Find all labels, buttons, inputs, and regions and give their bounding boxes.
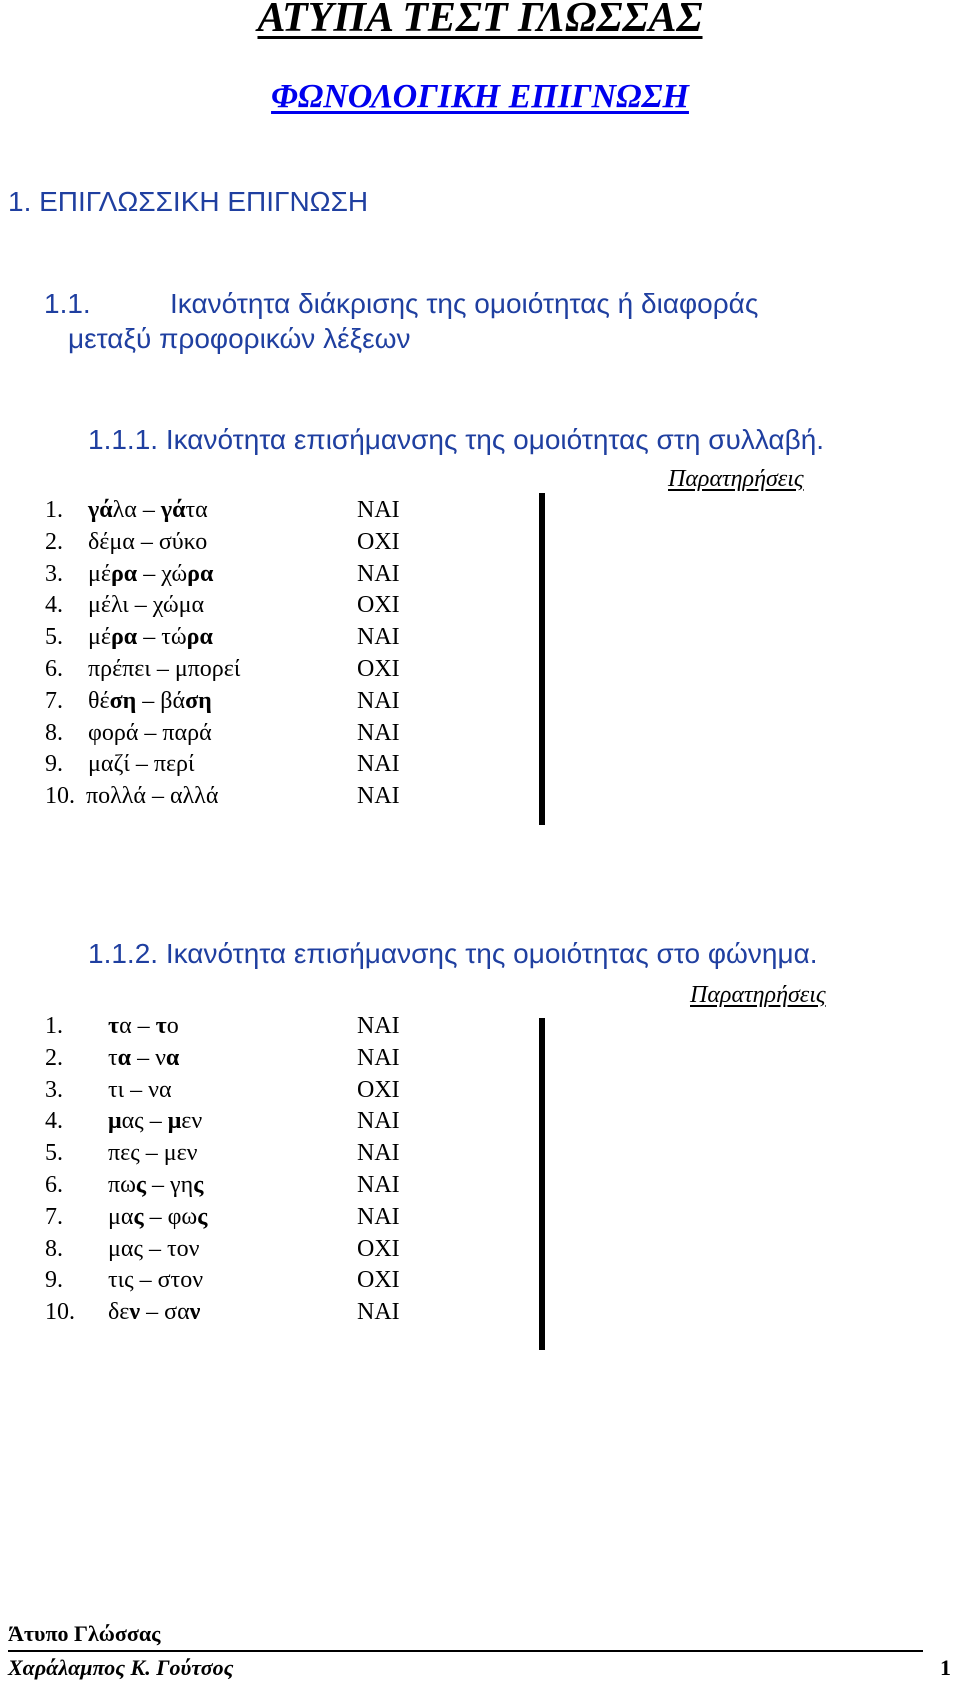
word-pair: [88, 526, 207, 558]
word-pair-segment: – φω: [143, 1203, 198, 1230]
answer-label: ΟΧΙ: [357, 528, 400, 555]
word-pair-segment: πολλά – αλλά: [86, 783, 219, 810]
item-number: 3.: [45, 1076, 63, 1103]
item-number: 10.: [45, 783, 75, 810]
observations-divider-2: [539, 1018, 545, 1350]
list-item: [0, 1105, 520, 1137]
answer-label: ΝΑΙ: [357, 1140, 400, 1167]
word-pair-segment: μα: [108, 1203, 134, 1230]
list-item: [0, 653, 520, 685]
word-pair-segment: ση: [109, 687, 137, 714]
word-pair: [108, 1042, 179, 1074]
word-pair: [108, 1010, 179, 1042]
word-pair: [86, 780, 218, 812]
word-pair-segment: τ: [108, 1044, 118, 1071]
answer-label: ΝΑΙ: [357, 1299, 400, 1326]
word-pair: [108, 1201, 207, 1233]
word-pair-segment: ς: [193, 1172, 204, 1198]
word-pair-segment: ας –: [121, 1108, 168, 1135]
heading-1: 1. ΕΠΙΓΛΩΣΣΙΚΗ ΕΠΙΓΝΩΣΗ: [8, 186, 369, 217]
word-pair-segment: μέλι – χώμα: [88, 592, 205, 619]
list-item: [0, 1010, 520, 1042]
list-item: [0, 748, 520, 780]
item-number: 9.: [45, 1267, 63, 1294]
word-pair: [88, 558, 213, 590]
document-subtitle: ΦΩΝΟΛΟΓΙΚΗ ΕΠΙΓΝΩΣΗ: [271, 78, 689, 115]
word-pair: [88, 589, 204, 621]
word-pair-segment: ρα: [110, 624, 138, 651]
word-pair-segment: – γη: [146, 1172, 194, 1198]
list-item: [0, 1042, 520, 1074]
answer-label: ΝΑΙ: [357, 624, 400, 651]
word-pair: [88, 494, 208, 526]
word-pair-segment: μ: [108, 1108, 122, 1135]
word-pair: [88, 621, 213, 653]
answer-label: ΝΑΙ: [357, 1044, 400, 1071]
word-pair-segment: μας – τον: [108, 1235, 200, 1262]
word-pair: [108, 1264, 203, 1296]
list-item: [0, 780, 520, 812]
word-pair: [108, 1137, 198, 1169]
heading-1-1-number: 1.1.: [44, 288, 91, 319]
answer-label: ΝΑΙ: [357, 1013, 400, 1039]
footer-document-name: Άτυπο Γλώσσας: [8, 1621, 161, 1646]
heading-1-1-line1: Ικανότητα διάκρισης της ομοιότητας ή διαφοράς: [170, 288, 759, 319]
answer-label: ΝΑΙ: [357, 1172, 400, 1198]
word-pair-segment: τα: [185, 497, 208, 523]
word-pair-segment: – τώ: [137, 624, 187, 651]
answer-label: ΝΑΙ: [357, 783, 400, 810]
list-item: [0, 1074, 520, 1106]
list-item: [0, 558, 520, 590]
heading-1-1-1: 1.1.1. Ικανότητα επισήμανσης της ομοιότητας στη συλλαβή.: [88, 424, 825, 455]
word-pair-segment: δε: [108, 1299, 130, 1326]
answer-label: ΝΑΙ: [357, 751, 400, 778]
list-item: [0, 1233, 520, 1265]
list-item: [0, 1137, 520, 1169]
word-pair-segment: ν: [129, 1299, 141, 1326]
observations-label-2: Παρατηρήσεις: [690, 982, 826, 1008]
item-number: 4.: [45, 1108, 63, 1135]
word-pair-segment: ς: [133, 1203, 144, 1230]
item-number: 7.: [45, 1203, 63, 1230]
item-number: 4.: [45, 592, 63, 619]
word-pair-segment: – βά: [136, 687, 186, 714]
word-pair: [108, 1105, 202, 1137]
item-number: 1.: [45, 1013, 63, 1039]
answer-label: ΟΧΙ: [357, 1267, 400, 1294]
answer-label: ΝΑΙ: [357, 497, 400, 523]
word-pair-segment: δέμα – σύκο: [88, 528, 208, 555]
word-pair-segment: ς: [135, 1172, 147, 1198]
answer-label: ΝΑΙ: [357, 1203, 400, 1230]
answer-label: ΝΑΙ: [357, 687, 400, 714]
word-pair-segment: τ: [155, 1013, 167, 1039]
list-item: [0, 526, 520, 558]
word-pair-segment: τι – να: [108, 1076, 172, 1103]
item-number: 9.: [45, 751, 63, 778]
list-item: [0, 494, 520, 526]
word-pair: [108, 1296, 200, 1328]
item-number: 6.: [45, 656, 63, 682]
item-number: 2.: [45, 528, 63, 555]
answer-label: ΝΑΙ: [357, 1108, 400, 1135]
list-item: [0, 717, 520, 749]
word-pair: [88, 748, 194, 780]
word-pair-segment: ο: [166, 1013, 179, 1039]
word-pair-segment: α –: [119, 1013, 156, 1039]
word-pair-segment: ς: [197, 1203, 208, 1230]
word-pair-segment: γά: [88, 497, 113, 523]
word-pair: [108, 1233, 199, 1265]
word-pair-segment: λα –: [112, 497, 161, 523]
word-pair: [88, 685, 212, 717]
list-item: [0, 1169, 520, 1201]
heading-1-1-2: 1.1.2. Ικανότητα επισήμανσης της ομοιότητας στο φώνημα.: [88, 938, 818, 969]
item-number: 1.: [45, 497, 63, 523]
word-pair-segment: θέ: [88, 687, 110, 714]
word-pair-segment: ρα: [187, 560, 214, 587]
word-pair-segment: πρέπει – μπορεί: [88, 656, 241, 682]
list-item: [0, 1201, 520, 1233]
word-pair-segment: εν: [181, 1108, 203, 1135]
list-item: [0, 589, 520, 621]
word-pair-segment: πω: [108, 1172, 136, 1198]
item-number: 8.: [45, 1235, 63, 1262]
observations-label-1: Παρατηρήσεις: [668, 466, 804, 492]
footer-divider: [8, 1650, 923, 1652]
list-item: [0, 1296, 520, 1328]
item-number: 6.: [45, 1172, 63, 1198]
list-item: [0, 1264, 520, 1296]
item-number: 5.: [45, 624, 63, 651]
word-pair-segment: ρα: [110, 560, 138, 587]
observations-divider-1: [539, 493, 545, 825]
item-number: 5.: [45, 1140, 63, 1167]
answer-label: ΟΧΙ: [357, 1235, 400, 1262]
item-number: 2.: [45, 1044, 63, 1071]
word-pair: [108, 1169, 203, 1201]
item-number: 3.: [45, 560, 63, 587]
word-pair: [88, 653, 240, 685]
word-pair-segment: τ: [108, 1013, 120, 1039]
word-pair-segment: πες – μεν: [108, 1140, 198, 1167]
word-pair-segment: α: [165, 1044, 180, 1071]
word-pair-segment: – σα: [140, 1299, 190, 1326]
word-pair-segment: ρα: [186, 624, 213, 651]
word-pair-segment: μέ: [88, 560, 111, 587]
answer-label: ΝΑΙ: [357, 560, 400, 587]
answer-label: ΟΧΙ: [357, 1076, 400, 1103]
heading-1-1-line2: μεταξύ προφορικών λέξεων: [68, 323, 411, 354]
footer-author: Χαράλαμπος Κ. Γούτσος: [8, 1655, 234, 1680]
word-pair-segment: – ν: [131, 1044, 166, 1071]
word-pair: [88, 717, 212, 749]
answer-label: ΟΧΙ: [357, 592, 400, 619]
item-number: 8.: [45, 719, 63, 746]
document-title: ΑΤΥΠΑ ΤΕΣΤ ΓΛΩΣΣΑΣ: [257, 0, 703, 41]
word-pair-segment: ση: [185, 687, 212, 714]
word-pair-segment: μέ: [88, 624, 111, 651]
word-pair-segment: φορά – παρά: [88, 719, 212, 746]
list-item: [0, 685, 520, 717]
word-pair-segment: γά: [160, 497, 186, 523]
list-item: [0, 621, 520, 653]
answer-label: ΝΑΙ: [357, 719, 400, 746]
page-number: 1: [940, 1655, 951, 1680]
answer-label: ΟΧΙ: [357, 656, 400, 682]
word-pair-segment: μαζί – περί: [88, 751, 195, 778]
word-pair: [108, 1074, 172, 1106]
item-number: 7.: [45, 687, 63, 714]
word-pair-segment: τις – στον: [108, 1267, 204, 1294]
item-number: 10.: [45, 1299, 75, 1326]
word-pair-segment: α: [117, 1044, 132, 1071]
word-pair-segment: ν: [189, 1299, 201, 1326]
word-pair-segment: μ: [167, 1108, 182, 1135]
word-pair-segment: – χώ: [137, 560, 188, 587]
